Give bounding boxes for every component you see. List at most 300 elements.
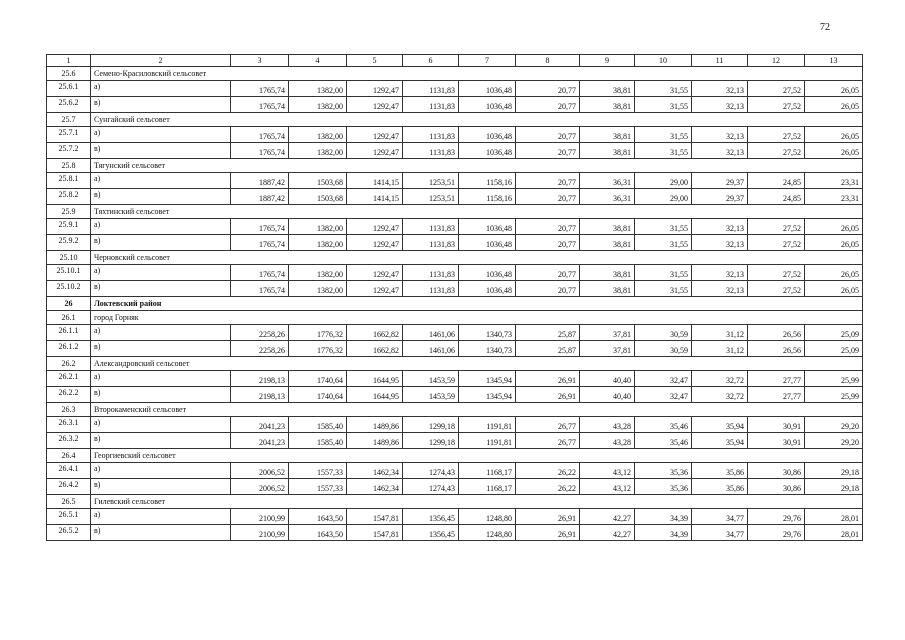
- value-cell: 31,12: [692, 325, 748, 341]
- value-cell: 34,77: [692, 525, 748, 541]
- section-name: Тягунский сельсовет: [91, 159, 863, 173]
- value-cell: 26,91: [516, 525, 580, 541]
- value-cell: 26,77: [516, 433, 580, 449]
- value-cell: 1131,83: [403, 143, 459, 159]
- value-cell: 32,13: [692, 219, 748, 235]
- value-cell: 42,27: [580, 509, 635, 525]
- row-code: 26.5: [47, 495, 91, 509]
- value-cell: 2006,52: [231, 463, 289, 479]
- row-label: в): [91, 525, 231, 541]
- value-cell: 1274,43: [403, 479, 459, 495]
- value-cell: 1765,74: [231, 97, 289, 113]
- value-cell: 1887,42: [231, 189, 289, 205]
- row-code: 25.8: [47, 159, 91, 173]
- value-cell: 35,94: [692, 417, 748, 433]
- value-cell: 30,59: [635, 341, 692, 357]
- value-cell: 1299,18: [403, 417, 459, 433]
- value-cell: 37,81: [580, 325, 635, 341]
- value-cell: 20,77: [516, 173, 580, 189]
- value-cell: 30,86: [748, 479, 805, 495]
- row-label: а): [91, 265, 231, 281]
- value-cell: 25,99: [805, 371, 863, 387]
- value-cell: 31,55: [635, 127, 692, 143]
- value-cell: 1503,68: [289, 173, 347, 189]
- section-row: [47, 205, 863, 219]
- value-cell: 35,46: [635, 417, 692, 433]
- value-cell: 27,52: [748, 219, 805, 235]
- value-cell: 26,05: [805, 219, 863, 235]
- value-cell: 1765,74: [231, 235, 289, 251]
- table-row: [47, 281, 863, 297]
- row-label: а): [91, 325, 231, 341]
- row-label: в): [91, 433, 231, 449]
- value-cell: 20,77: [516, 97, 580, 113]
- value-cell: 1765,74: [231, 81, 289, 97]
- value-cell: 1382,00: [289, 265, 347, 281]
- value-cell: 26,91: [516, 509, 580, 525]
- value-cell: 26,05: [805, 143, 863, 159]
- section-row: [47, 251, 863, 265]
- value-cell: 1248,80: [459, 509, 516, 525]
- value-cell: 1292,47: [347, 281, 403, 297]
- value-cell: 27,52: [748, 127, 805, 143]
- value-cell: 1036,48: [459, 127, 516, 143]
- value-cell: 43,28: [580, 433, 635, 449]
- section-name: Сунгайский сельсовет: [91, 113, 863, 127]
- value-cell: 2041,23: [231, 433, 289, 449]
- value-cell: 1644,95: [347, 387, 403, 403]
- value-cell: 26,22: [516, 463, 580, 479]
- value-cell: 1345,94: [459, 371, 516, 387]
- column-header: 3: [231, 55, 289, 67]
- value-cell: 26,56: [748, 341, 805, 357]
- row-label: а): [91, 81, 231, 97]
- value-cell: 38,81: [580, 143, 635, 159]
- value-cell: 26,22: [516, 479, 580, 495]
- value-cell: 31,55: [635, 219, 692, 235]
- value-cell: 29,37: [692, 173, 748, 189]
- section-row: [47, 113, 863, 127]
- value-cell: 20,77: [516, 265, 580, 281]
- value-cell: 26,05: [805, 81, 863, 97]
- column-header: 13: [805, 55, 863, 67]
- value-cell: 1292,47: [347, 97, 403, 113]
- value-cell: 28,01: [805, 509, 863, 525]
- table-row: [47, 387, 863, 403]
- value-cell: 34,77: [692, 509, 748, 525]
- row-code: 26.2.2: [47, 387, 91, 403]
- row-code: 26.5.1: [47, 509, 91, 525]
- row-label: в): [91, 97, 231, 113]
- section-row: [47, 449, 863, 463]
- row-code: 25.7.2: [47, 143, 91, 159]
- value-cell: 1414,15: [347, 189, 403, 205]
- value-cell: 24,85: [748, 173, 805, 189]
- table-row: [47, 173, 863, 189]
- row-code: 26: [47, 297, 91, 311]
- row-code: 25.7: [47, 113, 91, 127]
- section-name: Локтевский район: [91, 297, 863, 311]
- row-label: а): [91, 509, 231, 525]
- row-code: 26.1.2: [47, 341, 91, 357]
- value-cell: 1740,64: [289, 387, 347, 403]
- value-cell: 38,81: [580, 281, 635, 297]
- value-cell: 1547,81: [347, 525, 403, 541]
- value-cell: 2100,99: [231, 509, 289, 525]
- row-code: 25.6.2: [47, 97, 91, 113]
- table-row: [47, 81, 863, 97]
- value-cell: 1345,94: [459, 387, 516, 403]
- section-name: Георгиевский сельсовет: [91, 449, 863, 463]
- row-code: 26.3.2: [47, 433, 91, 449]
- value-cell: 32,47: [635, 387, 692, 403]
- value-cell: 32,72: [692, 371, 748, 387]
- value-cell: 35,36: [635, 463, 692, 479]
- row-code: 25.10.1: [47, 265, 91, 281]
- value-cell: 1292,47: [347, 143, 403, 159]
- section-name: Александровский сельсовет: [91, 357, 863, 371]
- row-code: 25.9: [47, 205, 91, 219]
- table-row: [47, 341, 863, 357]
- value-cell: 1131,83: [403, 81, 459, 97]
- value-cell: 27,52: [748, 235, 805, 251]
- table-row: [47, 371, 863, 387]
- value-cell: 1662,82: [347, 325, 403, 341]
- value-cell: 1643,50: [289, 509, 347, 525]
- row-code: 26.3: [47, 403, 91, 417]
- value-cell: 25,99: [805, 387, 863, 403]
- value-cell: 20,77: [516, 235, 580, 251]
- value-cell: 26,05: [805, 97, 863, 113]
- value-cell: 2198,13: [231, 371, 289, 387]
- value-cell: 38,81: [580, 81, 635, 97]
- table-row: [47, 265, 863, 281]
- value-cell: 29,18: [805, 463, 863, 479]
- value-cell: 1036,48: [459, 81, 516, 97]
- value-cell: 27,52: [748, 97, 805, 113]
- value-cell: 38,81: [580, 235, 635, 251]
- value-cell: 38,81: [580, 127, 635, 143]
- value-cell: 27,52: [748, 143, 805, 159]
- row-code: 26.2.1: [47, 371, 91, 387]
- value-cell: 27,52: [748, 265, 805, 281]
- value-cell: 1765,74: [231, 281, 289, 297]
- value-cell: 1382,00: [289, 127, 347, 143]
- value-cell: 1887,42: [231, 173, 289, 189]
- value-cell: 1461,06: [403, 325, 459, 341]
- value-cell: 2100,99: [231, 525, 289, 541]
- row-label: в): [91, 235, 231, 251]
- value-cell: 42,27: [580, 525, 635, 541]
- row-code: 26.5.2: [47, 525, 91, 541]
- value-cell: 27,77: [748, 371, 805, 387]
- section-row: [47, 297, 863, 311]
- value-cell: 1765,74: [231, 265, 289, 281]
- value-cell: 31,55: [635, 97, 692, 113]
- value-cell: 20,77: [516, 281, 580, 297]
- value-cell: 1292,47: [347, 127, 403, 143]
- value-cell: 1158,16: [459, 189, 516, 205]
- value-cell: 1036,48: [459, 265, 516, 281]
- value-cell: 31,55: [635, 265, 692, 281]
- value-cell: 1168,17: [459, 463, 516, 479]
- value-cell: 1644,95: [347, 371, 403, 387]
- value-cell: 31,55: [635, 235, 692, 251]
- value-cell: 1503,68: [289, 189, 347, 205]
- value-cell: 26,91: [516, 371, 580, 387]
- value-cell: 27,52: [748, 81, 805, 97]
- row-code: 25.8.1: [47, 173, 91, 189]
- value-cell: 23,31: [805, 173, 863, 189]
- value-cell: 26,05: [805, 127, 863, 143]
- table-body: [47, 55, 863, 541]
- row-code: 25.10: [47, 251, 91, 265]
- value-cell: 26,56: [748, 325, 805, 341]
- row-label: в): [91, 387, 231, 403]
- value-cell: 2041,23: [231, 417, 289, 433]
- value-cell: 35,86: [692, 479, 748, 495]
- row-code: 26.4.1: [47, 463, 91, 479]
- value-cell: 1643,50: [289, 525, 347, 541]
- value-cell: 1765,74: [231, 143, 289, 159]
- value-cell: 30,59: [635, 325, 692, 341]
- row-label: в): [91, 281, 231, 297]
- value-cell: 1382,00: [289, 97, 347, 113]
- value-cell: 36,31: [580, 173, 635, 189]
- value-cell: 1292,47: [347, 265, 403, 281]
- column-header: 8: [516, 55, 580, 67]
- section-name: Черновский сельсовет: [91, 251, 863, 265]
- value-cell: 1382,00: [289, 219, 347, 235]
- row-label: в): [91, 189, 231, 205]
- section-name: город Горняк: [91, 311, 863, 325]
- value-cell: 20,77: [516, 219, 580, 235]
- value-cell: 32,13: [692, 235, 748, 251]
- value-cell: 1557,33: [289, 463, 347, 479]
- value-cell: 1382,00: [289, 81, 347, 97]
- value-cell: 36,31: [580, 189, 635, 205]
- value-cell: 29,18: [805, 479, 863, 495]
- value-cell: 31,55: [635, 81, 692, 97]
- value-cell: 32,13: [692, 281, 748, 297]
- value-cell: 23,31: [805, 189, 863, 205]
- value-cell: 35,86: [692, 463, 748, 479]
- value-cell: 1585,40: [289, 433, 347, 449]
- value-cell: 1776,32: [289, 325, 347, 341]
- value-cell: 1131,83: [403, 219, 459, 235]
- value-cell: 1292,47: [347, 235, 403, 251]
- value-cell: 1585,40: [289, 417, 347, 433]
- row-label: а): [91, 463, 231, 479]
- value-cell: 20,77: [516, 189, 580, 205]
- value-cell: 1131,83: [403, 127, 459, 143]
- value-cell: 20,77: [516, 127, 580, 143]
- value-cell: 1131,83: [403, 265, 459, 281]
- value-cell: 27,77: [748, 387, 805, 403]
- value-cell: 32,13: [692, 97, 748, 113]
- row-code: 25.10.2: [47, 281, 91, 297]
- value-cell: 1191,81: [459, 433, 516, 449]
- table-row: [47, 235, 863, 251]
- value-cell: 1382,00: [289, 235, 347, 251]
- section-row: [47, 403, 863, 417]
- value-cell: 29,37: [692, 189, 748, 205]
- row-label: а): [91, 173, 231, 189]
- row-code: 26.3.1: [47, 417, 91, 433]
- row-label: а): [91, 219, 231, 235]
- section-name: Второкаменский сельсовет: [91, 403, 863, 417]
- value-cell: 1131,83: [403, 97, 459, 113]
- value-cell: 1740,64: [289, 371, 347, 387]
- row-code: 26.1: [47, 311, 91, 325]
- section-row: [47, 67, 863, 81]
- row-code: 25.6: [47, 67, 91, 81]
- value-cell: 26,05: [805, 235, 863, 251]
- value-cell: 29,20: [805, 417, 863, 433]
- value-cell: 1248,80: [459, 525, 516, 541]
- value-cell: 32,47: [635, 371, 692, 387]
- value-cell: 34,39: [635, 525, 692, 541]
- value-cell: 26,77: [516, 417, 580, 433]
- value-cell: 1462,34: [347, 463, 403, 479]
- value-cell: 1253,51: [403, 173, 459, 189]
- table-row: [47, 463, 863, 479]
- value-cell: 1292,47: [347, 219, 403, 235]
- row-label: а): [91, 371, 231, 387]
- value-cell: 43,12: [580, 463, 635, 479]
- value-cell: 35,36: [635, 479, 692, 495]
- value-cell: 38,81: [580, 219, 635, 235]
- value-cell: 28,01: [805, 525, 863, 541]
- section-name: Семено-Красиловский сельсовет: [91, 67, 863, 81]
- value-cell: 40,40: [580, 371, 635, 387]
- value-cell: 37,81: [580, 341, 635, 357]
- column-header: 6: [403, 55, 459, 67]
- value-cell: 25,87: [516, 325, 580, 341]
- value-cell: 1299,18: [403, 433, 459, 449]
- value-cell: 2198,13: [231, 387, 289, 403]
- value-cell: 1131,83: [403, 235, 459, 251]
- row-code: 25.6.1: [47, 81, 91, 97]
- row-code: 25.8.2: [47, 189, 91, 205]
- value-cell: 25,87: [516, 341, 580, 357]
- value-cell: 43,28: [580, 417, 635, 433]
- row-code: 26.4.2: [47, 479, 91, 495]
- value-cell: 1765,74: [231, 219, 289, 235]
- column-header: 4: [289, 55, 347, 67]
- table-row: [47, 525, 863, 541]
- value-cell: 1340,73: [459, 325, 516, 341]
- value-cell: 40,40: [580, 387, 635, 403]
- row-code: 26.1.1: [47, 325, 91, 341]
- section-row: [47, 311, 863, 325]
- page-number: 72: [820, 22, 830, 33]
- table-row: [47, 97, 863, 113]
- value-cell: 30,91: [748, 417, 805, 433]
- value-cell: 32,13: [692, 143, 748, 159]
- value-cell: 1036,48: [459, 235, 516, 251]
- value-cell: 1462,34: [347, 479, 403, 495]
- table-row: [47, 479, 863, 495]
- value-cell: 1036,48: [459, 219, 516, 235]
- value-cell: 1356,45: [403, 509, 459, 525]
- value-cell: 32,13: [692, 265, 748, 281]
- value-cell: 26,05: [805, 281, 863, 297]
- column-header: 10: [635, 55, 692, 67]
- row-label: в): [91, 143, 231, 159]
- column-header-row: [47, 55, 863, 67]
- row-label: а): [91, 417, 231, 433]
- table-row: [47, 189, 863, 205]
- section-name: Гилевский сельсовет: [91, 495, 863, 509]
- value-cell: 32,13: [692, 127, 748, 143]
- value-cell: 35,94: [692, 433, 748, 449]
- value-cell: 32,72: [692, 387, 748, 403]
- value-cell: 1253,51: [403, 189, 459, 205]
- column-header: 1: [47, 55, 91, 67]
- value-cell: 38,81: [580, 97, 635, 113]
- value-cell: 31,12: [692, 341, 748, 357]
- table-row: [47, 509, 863, 525]
- value-cell: 1158,16: [459, 173, 516, 189]
- value-cell: 27,52: [748, 281, 805, 297]
- value-cell: 20,77: [516, 81, 580, 97]
- column-header: 11: [692, 55, 748, 67]
- value-cell: 24,85: [748, 189, 805, 205]
- table-row: [47, 433, 863, 449]
- value-cell: 1036,48: [459, 143, 516, 159]
- section-row: [47, 357, 863, 371]
- row-code: 25.7.1: [47, 127, 91, 143]
- row-label: а): [91, 127, 231, 143]
- value-cell: 29,76: [748, 509, 805, 525]
- value-cell: 43,12: [580, 479, 635, 495]
- value-cell: 30,91: [748, 433, 805, 449]
- value-cell: 1382,00: [289, 281, 347, 297]
- value-cell: 1168,17: [459, 479, 516, 495]
- value-cell: 30,86: [748, 463, 805, 479]
- value-cell: 1036,48: [459, 97, 516, 113]
- value-cell: 1662,82: [347, 341, 403, 357]
- value-cell: 31,55: [635, 143, 692, 159]
- value-cell: 29,00: [635, 189, 692, 205]
- value-cell: 26,91: [516, 387, 580, 403]
- value-cell: 1191,81: [459, 417, 516, 433]
- value-cell: 29,00: [635, 173, 692, 189]
- value-cell: 20,77: [516, 143, 580, 159]
- row-label: в): [91, 479, 231, 495]
- value-cell: 25,09: [805, 341, 863, 357]
- column-header: 12: [748, 55, 805, 67]
- value-cell: 1340,73: [459, 341, 516, 357]
- value-cell: 1776,32: [289, 341, 347, 357]
- value-cell: 1453,59: [403, 387, 459, 403]
- table-row: [47, 127, 863, 143]
- value-cell: 2258,26: [231, 341, 289, 357]
- value-cell: 29,20: [805, 433, 863, 449]
- section-row: [47, 495, 863, 509]
- value-cell: 1489,86: [347, 417, 403, 433]
- table-row: [47, 325, 863, 341]
- table-row: [47, 417, 863, 433]
- table-row: [47, 219, 863, 235]
- value-cell: 1557,33: [289, 479, 347, 495]
- value-cell: 1036,48: [459, 281, 516, 297]
- value-cell: 1489,86: [347, 433, 403, 449]
- row-code: 26.4: [47, 449, 91, 463]
- value-cell: 1414,15: [347, 173, 403, 189]
- value-cell: 38,81: [580, 265, 635, 281]
